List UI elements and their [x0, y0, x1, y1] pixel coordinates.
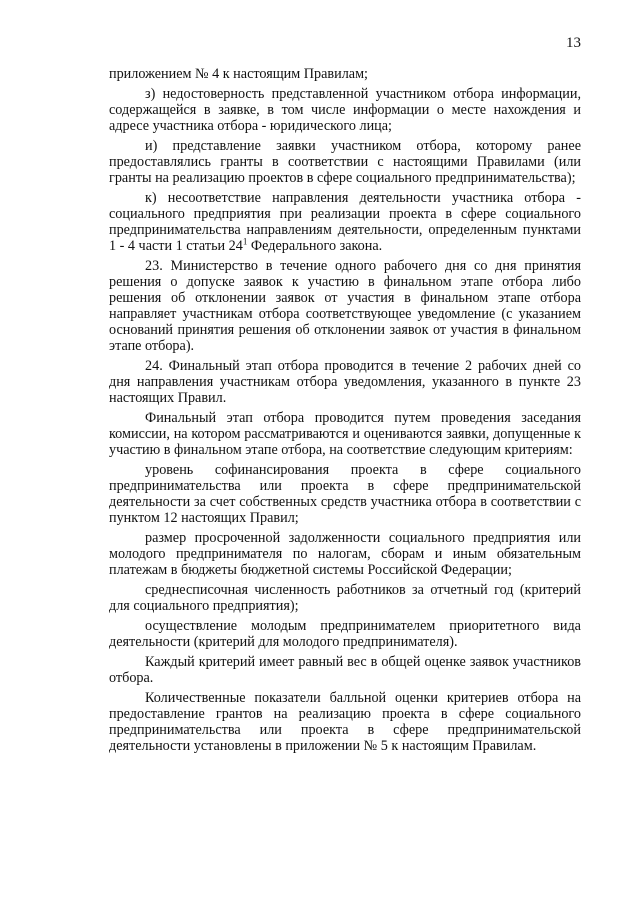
paragraph: Каждый критерий имеет равный вес в общей оценке заявок участников отбора.	[109, 654, 581, 686]
paragraph: уровень софинансирования проекта в сфере социального предпринимательства или проекта в сфере предпринимательской деятельности за счет собственных средств участника отбора в соответствии с пунктом 12 настоящих Правил;	[109, 462, 581, 526]
superscript: 1	[242, 236, 248, 247]
paragraph: з) недостоверность представленной участником отбора информации, содержащейся в заявке, в том числе информации о месте нахождения и адресе участника отбора - юридического лица;	[109, 86, 581, 134]
page-number: 13	[566, 35, 581, 51]
paragraph-text: Федерального закона.	[247, 238, 383, 254]
paragraph: Финальный этап отбора проводится путем проведения заседания комиссии, на котором рассматриваются и оцениваются заявки, допущенные к участию в финальном этапе отбора, на соответствие следующим критериям:	[109, 410, 581, 458]
paragraph: и) представление заявки участником отбора, которому ранее предоставлялись гранты в соответствии с настоящими Правилами (или гранты на реализацию проектов в сфере социального предпринимательства);	[109, 138, 581, 186]
paragraph: приложением № 4 к настоящим Правилам;	[109, 66, 368, 82]
paragraph	[109, 190, 581, 254]
document-body	[109, 66, 581, 758]
paragraph: 24. Финальный этап отбора проводится в течение 2 рабочих дней со дня направления участникам отбора уведомления, указанного в пункте 23 настоящих Правил.	[109, 358, 581, 406]
paragraph: размер просроченной задолженности социального предприятия или молодого предпринимателя по налогам, сборам и иным обязательным платежам в бюджеты бюджетной системы Российской Федерации;	[109, 530, 581, 578]
paragraph: Количественные показатели балльной оценки критериев отбора на предоставление грантов на реализацию проекта в сфере социального предпринимательства или проекта в сфере предпринимательской деятельности установлены в приложении № 5 к настоящим Правилам.	[109, 690, 581, 754]
paragraph-text: к) несоответствие направления деятельности участника отбора - социального предприятия при реализации проекта в сфере социального предпринимательства направлениям деятельности, определенным пунктами 1 - 4 части 1 статьи 24	[109, 190, 581, 254]
paragraph: 23. Министерство в течение одного рабочего дня со дня принятия решения о допуске заявок к участию в финальном этапе отбора либо решения об отклонении заявок от участия в финальном этапе отбора направляет участникам отбора соответствующее уведомление (с указанием оснований принятия решения об отклонении заявок от участия в финальном этапе отбора).	[109, 258, 581, 354]
paragraph: среднесписочная численность работников за отчетный год (критерий для социального предприятия);	[109, 582, 581, 614]
paragraph: осуществление молодым предпринимателем приоритетного вида деятельности (критерий для молодого предпринимателя).	[109, 618, 581, 650]
